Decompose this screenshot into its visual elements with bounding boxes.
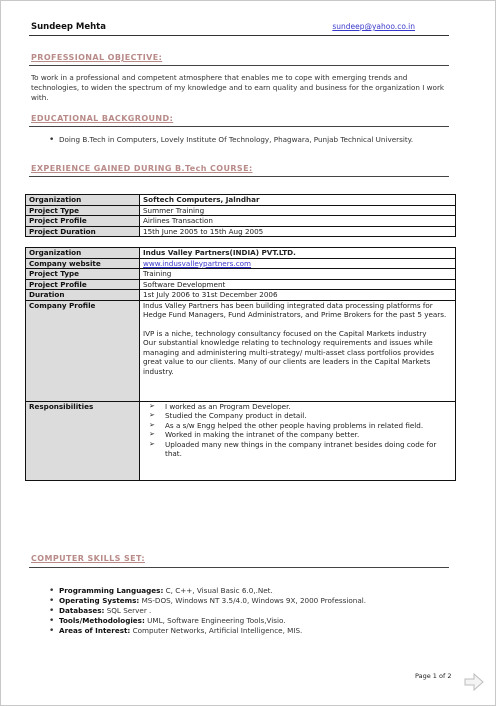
objective-heading: PROFESSIONAL OBJECTIVE: [31, 53, 163, 62]
table-row [26, 248, 456, 259]
list-item [31, 596, 451, 606]
skills-divider [29, 567, 449, 568]
list-item: ➢ Uploaded many new things in the company intranet besides doing code for that. [143, 440, 452, 459]
skill-label: Operating Systems: [59, 596, 140, 605]
skills-heading: COMPUTER SKILLS SET: [31, 554, 145, 563]
project-profile-label: Project Profile [26, 279, 140, 290]
company-profile-paragraph: Our substantial knowledge relating to technology requirements and issues while managing and administering multi-strategy/ multi-asset class portfolios provides great value to our clients. Many of our clients are leaders in the Capital Markets industry. [143, 338, 434, 376]
education-item: • Doing B.Tech in Computers, Lovely Institute Of Technology, Phagwara, Punjab Technical University. [31, 135, 449, 145]
skill-label: Databases: [59, 606, 105, 615]
project-profile-label: Project Profile [26, 216, 140, 227]
project-type-label: Project Type [26, 205, 140, 216]
skill-value: MS-DOS, Windows NT 3.5/4.0, Windows 9X, 2000 Professional. [139, 596, 367, 605]
organization-label: Organization [26, 248, 140, 259]
list-item [31, 606, 451, 616]
responsibilities-list [143, 402, 452, 459]
project-profile-value: Airlines Transaction [140, 216, 456, 227]
list-item: ➢ Worked in making the intranet of the company better. [143, 430, 452, 440]
list-item [31, 586, 451, 596]
table-row [26, 269, 456, 280]
list-item [31, 626, 451, 636]
softech-project-table [25, 194, 456, 237]
organization-value: Indus Valley Partners(INDIA) PVT.LTD. [140, 248, 456, 259]
skill-value: UML, Software Engineering Tools,Visio. [144, 616, 286, 625]
table-row [26, 300, 456, 401]
project-type-label: Project Type [26, 269, 140, 280]
duration-value: 1st July 2006 to 31st December 2006 [140, 290, 456, 301]
candidate-name: Sundeep Mehta [31, 22, 106, 32]
list-item [31, 616, 451, 626]
education-divider [29, 126, 449, 127]
table-row [26, 258, 456, 269]
header-divider [29, 35, 449, 36]
skill-label: Tools/Methodologies: [59, 616, 145, 625]
project-duration-value: 15th June 2005 to 15th Aug 2005 [140, 226, 456, 237]
list-item: ➢ I worked as an Program Developer. [143, 402, 452, 412]
skills-list [31, 586, 451, 636]
list-item: ➢ Studied the Company product in detail. [143, 411, 452, 421]
table-row [26, 195, 456, 206]
objective-divider [29, 65, 449, 66]
table-row [26, 290, 456, 301]
skill-label: Programming Languages: [59, 586, 164, 595]
skill-label: Areas of Interest: [59, 626, 131, 635]
responsibilities-value [140, 401, 456, 480]
company-profile-paragraph: IVP is a niche, technology consultancy focused on the Capital Markets industry [143, 328, 427, 338]
email-link[interactable]: sundeep@yahoo.co.in [332, 22, 415, 31]
table-row [26, 226, 456, 237]
page-number: Page 1 of 2 [415, 672, 452, 680]
table-row [26, 401, 456, 480]
company-website-link[interactable]: www.indusvalleypartners.com [143, 258, 252, 268]
project-type-value: Training [140, 269, 456, 280]
responsibilities-label: Responsibilities [26, 401, 140, 480]
project-profile-value: Software Development [140, 279, 456, 290]
experience-divider [29, 176, 449, 177]
company-profile-value [140, 300, 456, 401]
table-row [26, 205, 456, 216]
company-profile-paragraph: Indus Valley Partners has been building integrated data processing platforms for Hedge Fund Managers, Fund Administrators, and Prime Brokers for the past 5 years. [143, 300, 447, 319]
right-arrow-icon[interactable] [464, 673, 484, 695]
company-profile-label: Company Profile [26, 300, 140, 401]
education-heading: EDUCATIONAL BACKGROUND: [31, 114, 174, 123]
table-row [26, 279, 456, 290]
organization-label: Organization [26, 195, 140, 206]
list-item: ➢ As a s/w Engg helped the other people having problems in related field. [143, 421, 452, 431]
indus-project-table [25, 247, 456, 481]
table-row [26, 216, 456, 227]
duration-label: Duration [26, 290, 140, 301]
education-list [31, 135, 449, 145]
project-duration-label: Project Duration [26, 226, 140, 237]
objective-text: To work in a professional and competent atmosphere that enables me to cope with emerging trends and technologies, to widen the spectrum of my knowledge and to earn quality and business for the organization I work with. [31, 73, 445, 102]
skill-value: SQL Server . [104, 606, 152, 615]
company-website-label: Company website [26, 258, 140, 269]
project-type-value: Summer Training [140, 205, 456, 216]
experience-heading: EXPERIENCE GAINED DURING B.Tech COURSE: [31, 164, 253, 173]
skill-value: Computer Networks, Artificial Intelligence, MIS. [130, 626, 303, 635]
skill-value: C, C++, Visual Basic 6.0,.Net. [163, 586, 273, 595]
organization-value: Softech Computers, Jalndhar [140, 195, 456, 206]
